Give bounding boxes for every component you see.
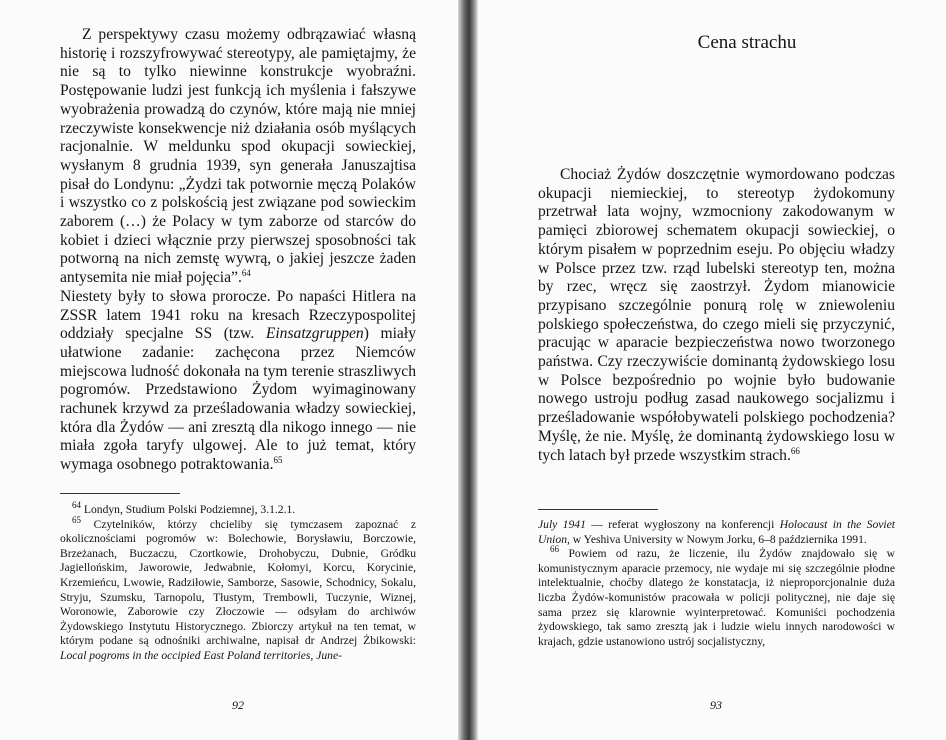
right-footnotes bbox=[538, 518, 895, 649]
page-number-right: 93 bbox=[710, 698, 722, 712]
footnote-ref-64: 64 bbox=[241, 267, 251, 278]
right-body-text bbox=[538, 166, 895, 465]
footnote-65-continuation: July 1941 — referat wygłoszony na konferencji Holocaust in the Soviet Union, w Yeshiva University w Nowym Jorku, 6–8 października 1991. bbox=[538, 518, 895, 546]
footnote-ref-66: 66 bbox=[790, 445, 800, 456]
left-paragraph-1: Z perspektywy czasu możemy odbrązawiać własną historię i rozszyfrowywać stereotypy, ale pamiętajmy, że nie są to tylko niewinne konstrukcje wyobraźni. Postępowanie ludzi jest funkcją ich myślenia i fałszywe wyobrażenia prowadzą do czynów, które mają nie mniej rzeczywiste konsekwencje niż działania osób myślących racjonalnie. W meldunku spod okupacji sowieckiej, wysłanym 8 grudnia 1939, syn generała Januszajtisa pisał do Londynu: „Żydzi tak potwornie męczą Polaków i wszystko co z polskością jest związane pod sowieckim zaborem (…) że Polacy w tym zaborze od starców do kobiet i dzieci włącznie przy pierwszej sposobności tak potworną na nich zemstę wywrą, o jakiej jeszcze żaden antysemita nie miał pojęcia”.$^{64}$ bbox=[60, 26, 416, 287]
right-page bbox=[478, 0, 946, 740]
right-paragraph-1: Chociaż Żydów doszczętnie wymordowano podczas okupacji niemieckiej, to stereotyp żydokomuny przetrwał lata wojny, wzmocniony zakodowanym w pamięci zbiorowej schematem okupacji sowieckiej, o którym pisałem w poprzednim eseju. Po objęciu władzy w Polsce przez tzw. rząd lubelski stereotyp ten, można by rzec, wręcz się zaostrzył. Żydom mianowicie przypisano szczególnie ponurą rolę w zniewoleniu polskiego społeczeństwa, do czego mieli się przyczynić, pracując w aparacie bezpieczeństwa nowo tworzonego państwa. Czy rzeczywiście dominantą żydowskiego losu w Polsce bezpośrednio po wojnie było budowanie nowego ustroju podług zasad naukowego socjalizmu i prześladowanie współobywateli polskiego pochodzenia? Myślę, że nie. Myślę, że dominantą żydowskiego losu w tych latach był przede wszystkim strach.$^{66}$ bbox=[538, 166, 895, 464]
footnote-ref-65: 65 bbox=[273, 454, 283, 465]
book-gutter bbox=[458, 0, 478, 740]
page-number-left: 92 bbox=[232, 698, 244, 712]
left-body-text bbox=[60, 26, 416, 475]
left-paragraph-2: Niestety były to słowa prorocze. Po napaści Hitlera na ZSSR latem 1941 roku na kresach Rzeczypospolitej oddziały specjalne SS (tzw. Einsatzgruppen) miały ułatwione zadanie: zachęcona przez Niemców miejscowa ludność dokonała na tym terenie straszliwych pogromów. Przedstawiono Żydom wyimaginowany rachunek krzywd za prześladowania władzy sowieckiej, która dla Żydów — ani zresztą dla nikogo innego — nie miała zgoła taryfy ulgowej. Ale to już temat, który wymaga osobnego potraktowania.$^{65}$ bbox=[60, 287, 416, 474]
left-footnotes bbox=[60, 500, 416, 664]
footnote-64: $^{64}$ Londyn, Studium Polski Podziemnej, 3.1.2.1. bbox=[72, 500, 296, 516]
footnote-rule bbox=[538, 509, 658, 510]
left-page bbox=[0, 0, 458, 740]
chapter-title: Cena strachu bbox=[697, 32, 797, 53]
footnote-rule bbox=[60, 493, 180, 494]
footnote-66: $^{66}$ Powiem od razu, że liczenie, ilu Żydów znajdowało się w komunistycznym aparacie przemocy, nie wydaje mi się szczególnie płodne intelektualnie, choćby dlatego że konstatacja, iż nieproporcjonalnie duża liczba Żydów-komunistów pracowała w policji politycznej, nie daje się sama przez się klarownie wyinterpretować. Komuniści pochodzenia żydowskiego, tak samo zresztą jak i ludzie wielu innych narodowości w krajach, gdzie ustanowiono ustrój socjalistyczny, bbox=[538, 544, 895, 648]
footnote-65: $^{65}$ Czytelników, którzy chcieliby się tymczasem zapoznać z okolicznościami pogromów w: Bolechowie, Borysławiu, Borczowie, Brzeżanach, Buczaczu, Czortkowie, Drohobyczu, Dubnie, Gródku Jagiellońskim, Jaworowie, Jedwabnie, Kołomyi, Korcu, Korycinie, Krzemieńcu, Lwowie, Radziłowie, Samborze, Sasowie, Schodnicy, Sokalu, Stryju, Szumsku, Tarnopolu, Tłustym, Trembowli, Tuczynie, Wiznej, Woronowie, Zaborowie czy Złoczowie — odsyłam do archiwów Żydowskiego Instytutu Historycznego. Zbiorczy artykuł na ten temat, w którym podane są odnośniki archiwalne, napisał dr Andrzej Żbikowski: Local pogroms in the occipied East Poland territories, June- bbox=[60, 514, 416, 662]
